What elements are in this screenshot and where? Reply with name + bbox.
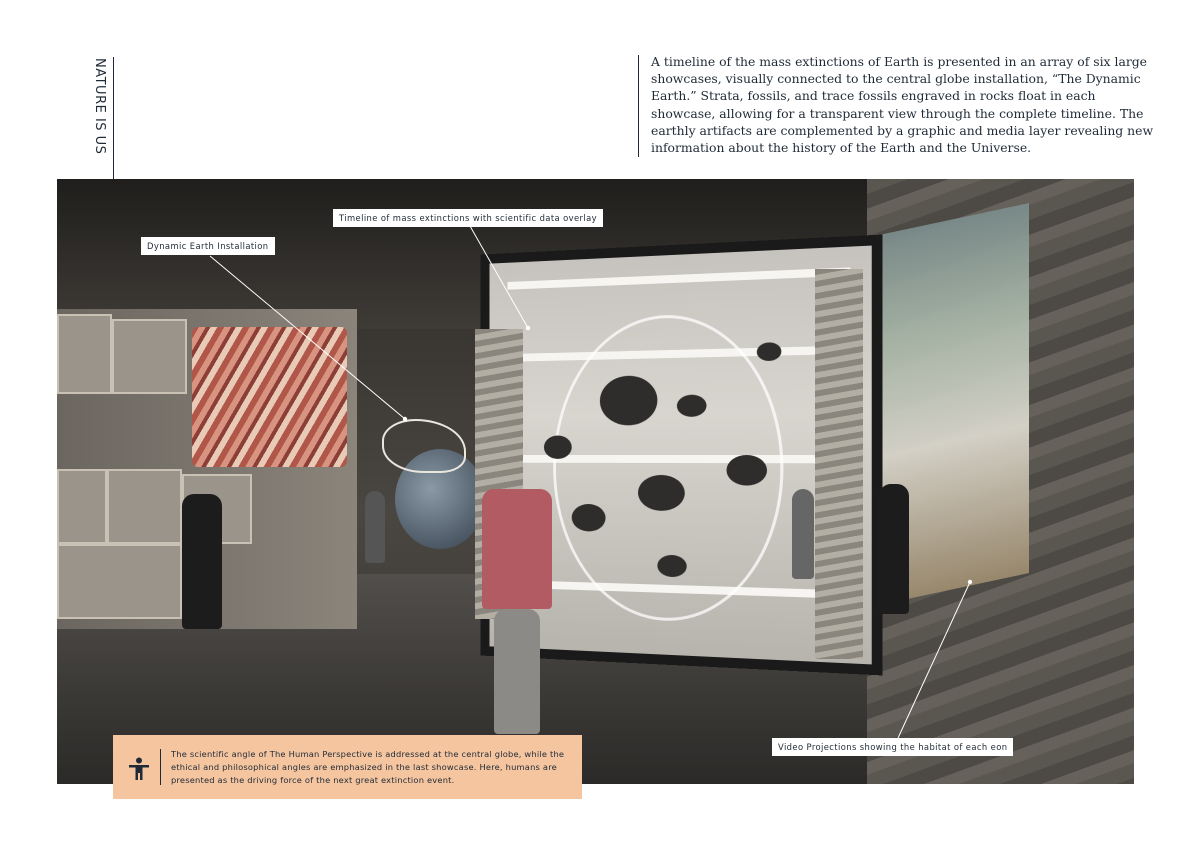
human-figure-icon bbox=[128, 757, 150, 781]
intro-paragraph: A timeline of the mass extinctions of Earth is presented in an array of six large showcases, visually connected to the central globe installation, “The Dynamic Earth.” Strata, fossils, and trace fossils engraved in rocks float in each showcase, allowing for a transparent view through the complete timeline. The earthly artifacts are complemented by a graphic and media layer revealing new information about the history of the Earth and the Universe. bbox=[651, 54, 1154, 156]
leader-line-timeline bbox=[470, 226, 528, 328]
callout-dynamic-earth: Dynamic Earth Installation bbox=[141, 237, 275, 255]
note-text: The scientific angle of The Human Perspective is addressed at the central globe, while the ethical and philosophical angles are emphasized in the last showcase. Here, humans are presented as the driving force of the next great extinction event. bbox=[171, 749, 565, 785]
leader-line-dynamic-earth bbox=[210, 256, 405, 419]
human-perspective-note bbox=[113, 735, 582, 799]
leader-line-video bbox=[898, 582, 970, 738]
callout-timeline: Timeline of mass extinctions with scientific data overlay bbox=[333, 209, 603, 227]
section-title: NATURE IS US bbox=[92, 58, 107, 155]
callout-video-projections: Video Projections showing the habitat of each eon bbox=[772, 738, 1013, 756]
leader-dot-dynamic-earth bbox=[403, 417, 407, 421]
leader-dot-video bbox=[968, 580, 972, 584]
leader-dot-timeline bbox=[526, 326, 530, 330]
note-divider bbox=[160, 749, 161, 785]
